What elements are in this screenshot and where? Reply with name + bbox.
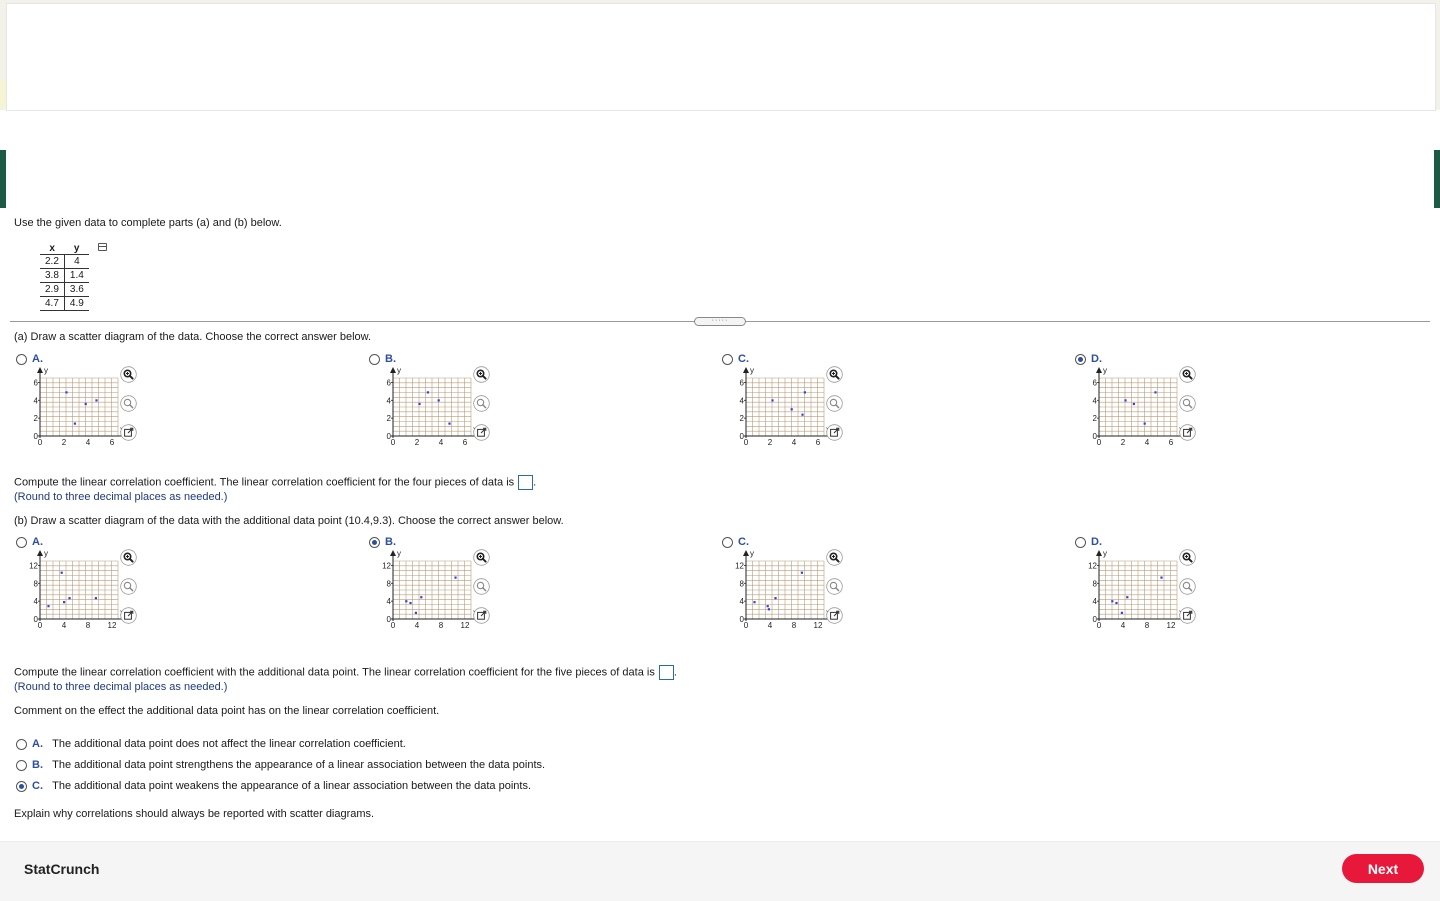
y-tick-label: 6 [33, 378, 38, 388]
zoom-in-icon[interactable] [120, 366, 137, 383]
y-axis-label: y [1103, 366, 1107, 375]
radio-part-a-d[interactable] [1075, 354, 1086, 365]
data-point [427, 391, 429, 393]
table-row [40, 297, 89, 311]
data-point [1154, 391, 1156, 393]
data-point [1133, 403, 1135, 405]
comment-prompt: Comment on the effect the additional data point has on the linear correlation coefficient. [14, 705, 440, 717]
part-a-option-d[interactable] [1075, 353, 1102, 365]
popout-icon[interactable] [1179, 424, 1196, 441]
instruction-text: Use the given data to complete parts (a) and (b) below. [14, 217, 282, 229]
x-tick-label: 12 [1166, 621, 1176, 630]
part-a-option-b[interactable] [369, 353, 396, 365]
y-axis-arrow [390, 550, 396, 556]
data-point [801, 572, 803, 574]
y-tick-label: 4 [33, 396, 38, 406]
x-tick-label: 0 [743, 621, 749, 630]
part-a-option-a[interactable] [16, 353, 43, 365]
statcrunch-link[interactable]: StatCrunch [24, 861, 100, 877]
popout-icon[interactable] [473, 607, 490, 624]
y-axis-label: y [1103, 549, 1107, 558]
table-header-y: y [64, 242, 88, 255]
x-tick-label: 8 [85, 621, 91, 630]
top-frame [0, 0, 1440, 110]
x-tick-label: 0 [1096, 621, 1102, 630]
data-point [1160, 577, 1162, 579]
y-axis-arrow [743, 550, 749, 556]
part-b-option-c[interactable] [722, 536, 749, 548]
table-row [40, 283, 89, 297]
radio-part-b-d[interactable] [1075, 537, 1086, 548]
data-point [74, 423, 76, 425]
option-text: The additional data point weakens the appearance of a linear association between the data points. [52, 780, 532, 792]
radio-comment-c[interactable] [16, 781, 27, 792]
radio-comment-b[interactable] [16, 760, 27, 771]
radio-part-b-b[interactable] [369, 537, 380, 548]
cell: 2.2 [40, 255, 64, 269]
part-a-prompt: (a) Draw a scatter diagram of the data. Choose the correct answer below. [14, 331, 372, 343]
data-point [95, 597, 97, 599]
cell: 1.4 [64, 269, 88, 283]
y-tick-label: 12 [29, 561, 38, 571]
x-tick-label: 4 [1144, 438, 1150, 447]
y-tick-label: 8 [739, 579, 744, 589]
y-tick-label: 2 [33, 414, 38, 424]
x-tick-label: 0 [390, 438, 396, 447]
x-tick-label: 2 [767, 438, 773, 447]
y-tick-label: 0 [33, 615, 38, 624]
right-accent-bar [1434, 150, 1440, 208]
zoom-out-icon[interactable] [1179, 395, 1196, 412]
x-tick-label: 4 [791, 438, 797, 447]
zoom-in-icon[interactable] [120, 549, 137, 566]
comment-option-c[interactable] [16, 780, 531, 792]
part-b-scatter-chart-b [375, 549, 487, 631]
x-tick-label: 0 [1096, 438, 1102, 447]
data-point [409, 602, 411, 604]
radio-part-b-a[interactable] [16, 537, 27, 548]
option-letter: D. [1091, 353, 1102, 365]
y-axis-arrow [1096, 550, 1102, 556]
y-tick-label: 12 [382, 561, 391, 571]
x-tick-label: 2 [1120, 438, 1126, 447]
data-point [771, 399, 773, 401]
x-tick-label: 2 [414, 438, 420, 447]
x-tick-label: 8 [438, 621, 444, 630]
option-text: The additional data point strengthens the appearance of a linear association between the data points. [52, 759, 546, 771]
data-point [448, 423, 450, 425]
data-point [1115, 602, 1117, 604]
y-tick-label: 4 [33, 597, 38, 607]
x-tick-label: 4 [1120, 621, 1126, 630]
data-point [753, 601, 755, 603]
x-tick-label: 4 [61, 621, 67, 630]
y-tick-label: 2 [1092, 414, 1097, 424]
x-tick-label: 6 [1168, 438, 1174, 447]
y-axis-label: y [44, 549, 48, 558]
part-a-scatter-chart-a [22, 366, 134, 448]
zoom-out-icon[interactable] [120, 395, 137, 412]
y-tick-label: 4 [386, 396, 391, 406]
part-a-scatter-chart-d [1081, 366, 1193, 448]
table-row [40, 269, 89, 283]
option-letter: B. [385, 536, 396, 548]
x-tick-label: 8 [1144, 621, 1150, 630]
comment-option-a[interactable] [16, 738, 406, 750]
data-point [791, 408, 793, 410]
part-a-scatter-chart-c [728, 366, 840, 448]
option-letter: A. [32, 738, 43, 750]
y-axis-label: y [44, 366, 48, 375]
zoom-out-icon[interactable] [473, 395, 490, 412]
data-point [767, 605, 769, 607]
y-axis-arrow [37, 550, 43, 556]
y-tick-label: 0 [386, 615, 391, 624]
x-tick-label: 4 [767, 621, 773, 630]
data-point [454, 577, 456, 579]
cell: 4 [64, 255, 88, 269]
data-point [418, 403, 420, 405]
answer-input-a[interactable] [518, 475, 533, 490]
y-axis-label: y [750, 549, 754, 558]
option-text: The additional data point does not affect the linear correlation coefficient. [52, 738, 406, 750]
resize-handle[interactable]: ····· [694, 317, 746, 326]
table-row [40, 255, 89, 269]
y-axis-label: y [750, 366, 754, 375]
y-tick-label: 6 [386, 378, 391, 388]
part-b-prompt: (b) Draw a scatter diagram of the data with the additional data point (10.4,9.3). Choose the correct answer below. [14, 515, 564, 527]
option-letter: C. [32, 780, 43, 792]
zoom-in-icon[interactable] [473, 549, 490, 566]
option-letter: A. [32, 536, 43, 548]
popout-icon[interactable] [120, 424, 137, 441]
cell: 3.6 [64, 283, 88, 297]
top-card [6, 3, 1436, 111]
zoom-out-icon[interactable] [120, 578, 137, 595]
cell: 4.7 [40, 297, 64, 311]
y-tick-label: 8 [386, 579, 391, 589]
part-a-option-c[interactable] [722, 353, 749, 365]
data-point [804, 391, 806, 393]
y-axis-arrow [390, 367, 396, 373]
x-tick-label: 12 [460, 621, 470, 630]
part-a-compute: Compute the linear correlation coefficient. The linear correlation coefficient for the four pieces of data is . [14, 476, 537, 489]
data-point [63, 601, 65, 603]
y-tick-label: 6 [739, 378, 744, 388]
y-tick-label: 4 [739, 396, 744, 406]
data-point [1126, 596, 1128, 598]
x-tick-label: 12 [107, 621, 117, 630]
x-tick-label: 0 [390, 621, 396, 630]
y-axis-arrow [743, 367, 749, 373]
x-tick-label: 2 [61, 438, 67, 447]
part-b-scatter-chart-d [1081, 549, 1193, 631]
y-axis-label: y [397, 366, 401, 375]
data-point [438, 399, 440, 401]
radio-part-a-a[interactable] [16, 354, 27, 365]
cell: 3.8 [40, 269, 64, 283]
y-tick-label: 8 [1092, 579, 1097, 589]
zoom-out-icon[interactable] [1179, 578, 1196, 595]
radio-part-b-c[interactable] [722, 537, 733, 548]
part-a-compute-text: Compute the linear correlation coefficient. The linear correlation coefficient for the four pieces of data is [14, 476, 515, 489]
zoom-in-icon[interactable] [1179, 549, 1196, 566]
x-tick-label: 6 [462, 438, 468, 447]
cell: 4.9 [64, 297, 88, 311]
zoom-out-icon[interactable] [826, 578, 843, 595]
y-tick-label: 0 [1092, 432, 1097, 441]
y-tick-label: 4 [1092, 396, 1097, 406]
x-tick-label: 4 [414, 621, 420, 630]
data-point [1111, 600, 1113, 602]
table-header-x: x [40, 242, 64, 255]
zoom-in-icon[interactable] [1179, 366, 1196, 383]
option-letter: B. [385, 353, 396, 365]
zoom-in-icon[interactable] [473, 366, 490, 383]
left-stub [0, 80, 6, 108]
footer-bar [0, 841, 1440, 901]
x-tick-label: 4 [85, 438, 91, 447]
y-tick-label: 4 [386, 597, 391, 607]
part-a-round-note: (Round to three decimal places as needed.) [14, 491, 228, 503]
explain-prompt: Explain why correlations should always be reported with scatter diagrams. [14, 808, 375, 820]
y-axis-label: y [397, 549, 401, 558]
y-axis-arrow [1096, 367, 1102, 373]
zoom-in-icon[interactable] [826, 366, 843, 383]
popout-icon[interactable] [473, 424, 490, 441]
data-point [420, 596, 422, 598]
y-axis-arrow [37, 367, 43, 373]
part-b-option-d[interactable] [1075, 536, 1102, 548]
radio-part-a-c[interactable] [722, 354, 733, 365]
x-tick-label: 8 [791, 621, 797, 630]
copy-table-icon[interactable] [98, 243, 107, 251]
option-letter: B. [32, 759, 43, 771]
y-tick-label: 0 [739, 432, 744, 441]
option-letter: D. [1091, 536, 1102, 548]
data-point [65, 391, 67, 393]
x-tick-label: 6 [109, 438, 115, 447]
x-tick-label: 4 [438, 438, 444, 447]
y-tick-label: 4 [1092, 597, 1097, 607]
x-tick-label: 0 [37, 438, 43, 447]
data-point [768, 608, 770, 610]
y-tick-label: 12 [735, 561, 744, 571]
option-letter: C. [738, 353, 749, 365]
left-accent-bar [0, 150, 6, 208]
part-b-compute: Compute the linear correlation coefficient with the additional data point. The linear correlation coefficient for the five pieces of data is . [14, 666, 677, 679]
part-b-option-b[interactable] [369, 536, 396, 548]
x-tick-label: 12 [813, 621, 823, 630]
next-button[interactable]: Next [1342, 854, 1424, 883]
y-tick-label: 6 [1092, 378, 1097, 388]
data-point [68, 597, 70, 599]
part-b-compute-text: Compute the linear correlation coefficient with the additional data point. The linear correlation coefficient for the five pieces of data is [14, 666, 655, 679]
popout-icon[interactable] [120, 607, 137, 624]
y-tick-label: 0 [739, 615, 744, 624]
part-b-scatter-chart-c [728, 549, 840, 631]
data-point [47, 605, 49, 607]
radio-part-a-b[interactable] [369, 354, 380, 365]
part-a-scatter-chart-b [375, 366, 487, 448]
y-tick-label: 0 [33, 432, 38, 441]
data-point [405, 600, 407, 602]
option-letter: A. [32, 353, 43, 365]
radio-comment-a[interactable] [16, 739, 27, 750]
y-tick-label: 0 [1092, 615, 1097, 624]
zoom-out-icon[interactable] [826, 395, 843, 412]
data-point [1124, 399, 1126, 401]
zoom-out-icon[interactable] [473, 578, 490, 595]
option-letter: C. [738, 536, 749, 548]
comment-option-b[interactable] [16, 759, 545, 771]
part-b-scatter-chart-a [22, 549, 134, 631]
popout-icon[interactable] [826, 607, 843, 624]
data-point [774, 597, 776, 599]
y-tick-label: 2 [386, 414, 391, 424]
y-tick-label: 2 [739, 414, 744, 424]
popout-icon[interactable] [1179, 607, 1196, 624]
y-tick-label: 0 [386, 432, 391, 441]
data-point [61, 572, 63, 574]
data-point [801, 414, 803, 416]
data-point [1121, 612, 1123, 614]
x-tick-label: 6 [815, 438, 821, 447]
y-tick-label: 4 [739, 597, 744, 607]
cell: 2.9 [40, 283, 64, 297]
part-b-round-note: (Round to three decimal places as needed.) [14, 681, 228, 693]
data-point [1144, 423, 1146, 425]
data-point [95, 399, 97, 401]
y-tick-label: 12 [1088, 561, 1097, 571]
popout-icon[interactable] [826, 424, 843, 441]
x-tick-label: 0 [743, 438, 749, 447]
zoom-in-icon[interactable] [826, 549, 843, 566]
part-b-option-a[interactable] [16, 536, 43, 548]
y-tick-label: 8 [33, 579, 38, 589]
x-tick-label: 0 [37, 621, 43, 630]
data-table [40, 242, 89, 311]
data-point [415, 612, 417, 614]
answer-input-b[interactable] [659, 665, 674, 680]
data-point [85, 403, 87, 405]
